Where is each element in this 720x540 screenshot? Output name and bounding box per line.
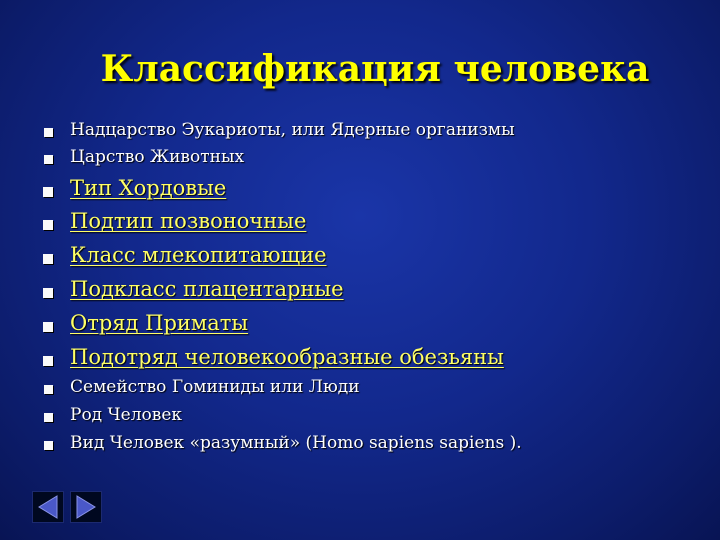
square-bullet-icon xyxy=(43,220,53,230)
next-slide-button[interactable] xyxy=(70,491,102,523)
list-item xyxy=(0,405,720,427)
list-item-link-text[interactable]: Подкласс плацентарные xyxy=(70,277,344,301)
list-item-text: Вид Человек «разумный» (Homo sapiens sapiens ). xyxy=(70,433,522,453)
list-item-link[interactable] xyxy=(0,345,720,373)
list-item xyxy=(0,433,720,455)
list-item-link[interactable] xyxy=(0,176,720,204)
square-bullet-icon xyxy=(44,128,53,137)
square-bullet-icon xyxy=(44,385,53,394)
list-item-text: Царство Животных xyxy=(70,147,245,167)
list-item-link-text[interactable]: Подтип позвоночные xyxy=(70,209,307,233)
list-item xyxy=(0,377,720,399)
list-item-text: Семейство Гоминиды или Люди xyxy=(70,377,360,397)
list-item-text: Надцарство Эукариоты, или Ядерные организмы xyxy=(70,120,515,140)
square-bullet-icon xyxy=(43,187,53,197)
list-item-link-text[interactable]: Отряд Приматы xyxy=(70,311,249,335)
slide-title: Классификация человека xyxy=(100,48,650,90)
previous-slide-button[interactable] xyxy=(32,491,64,523)
square-bullet-icon xyxy=(43,356,53,366)
list-item-link-text[interactable]: Тип Хордовые xyxy=(70,176,227,200)
square-bullet-icon xyxy=(44,441,53,450)
list-item-text: Род Человек xyxy=(70,405,183,425)
square-bullet-icon xyxy=(44,155,53,164)
square-bullet-icon xyxy=(43,288,53,298)
square-bullet-icon xyxy=(43,322,53,332)
list-item-link-text[interactable]: Класс млекопитающие xyxy=(70,243,327,267)
list-item-link-text[interactable]: Подотряд человекообразные обезьяны xyxy=(70,345,504,369)
list-item-link[interactable] xyxy=(0,243,720,271)
triangle-left-icon xyxy=(33,492,63,522)
square-bullet-icon xyxy=(44,413,53,422)
list-item xyxy=(0,147,720,169)
square-bullet-icon xyxy=(43,254,53,264)
list-item-link[interactable] xyxy=(0,277,720,305)
triangle-right-icon xyxy=(71,492,101,522)
list-item-link[interactable] xyxy=(0,311,720,339)
list-item-link[interactable] xyxy=(0,209,720,237)
list-item xyxy=(0,120,720,142)
